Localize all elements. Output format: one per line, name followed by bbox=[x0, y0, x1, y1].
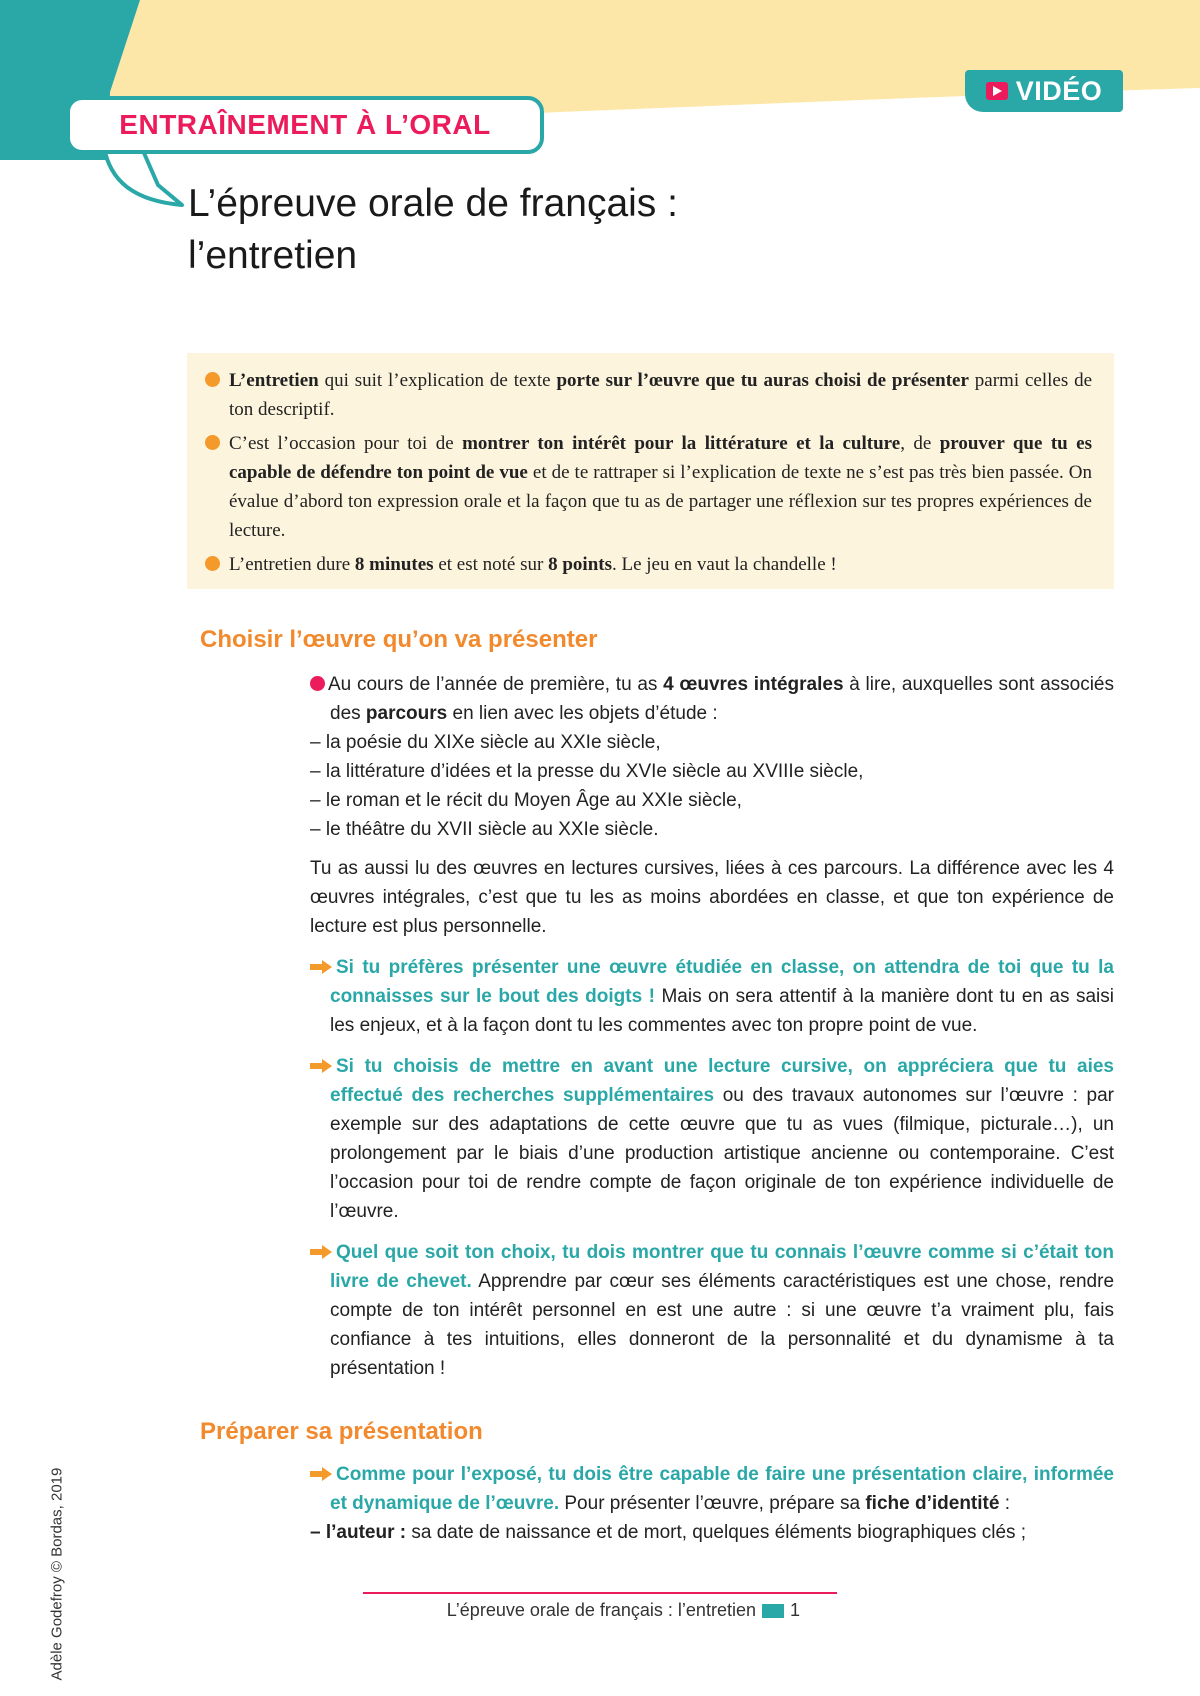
intro-p2-text: C’est l’occasion pour toi de bbox=[229, 433, 463, 454]
speech-bubble-tail bbox=[90, 145, 200, 215]
intro-p1-bold2: porte sur l’œuvre que tu auras choisi de présenter bbox=[556, 370, 969, 391]
item-bold: – l’auteur : bbox=[310, 1522, 407, 1543]
lead-bold: 4 œuvres intégrales bbox=[663, 674, 844, 695]
section-heading-prepare: Préparer sa présentation bbox=[200, 1418, 483, 1445]
arrow4-bold: Comme pour l’exposé, tu dois être capable de faire une présentation claire, informée et dynamique de l’œuvre. bbox=[330, 1464, 1114, 1514]
square-icon bbox=[762, 1604, 784, 1618]
page-title bbox=[188, 178, 888, 282]
copyright-credit bbox=[45, 1467, 69, 1690]
page-footer bbox=[420, 1600, 800, 1621]
section1-lead bbox=[310, 670, 1114, 728]
footer-divider bbox=[363, 1592, 837, 1594]
list-item bbox=[310, 1518, 1114, 1547]
intro-paragraph-1 bbox=[205, 366, 1092, 424]
item-text: sa date de naissance et de mort, quelques éléments biographiques clés ; bbox=[406, 1522, 1027, 1543]
footer-text: L’épreuve orale de français : l’entretien bbox=[446, 1600, 756, 1620]
arrow1-bold: Si tu préfères présenter une œuvre étudiée en classe, on attendra de toi que tu la connaisses sur le bout des doigts ! bbox=[330, 957, 1114, 1007]
lead-bold2: parcours bbox=[365, 703, 448, 724]
arrow3-bold: Quel que soit ton choix, tu dois montrer que tu connais l’œuvre comme si c’était ton livre de chevet. bbox=[330, 1242, 1114, 1292]
dot-icon bbox=[205, 556, 220, 571]
arrow4-bold2: fiche d’identité bbox=[865, 1493, 1000, 1514]
arrow2-text: ou des travaux autonomes sur l’œuvre : par exemple sur des adaptations de cette œuvre que tu as vues (filmique, picturale…), un prolongement par le biais d’une production artistique ancienne ou contemporaine. C’est l’occasion pour toi de rendre compte de façon originale de ton expérience individuelle de l’œuvre. bbox=[330, 1085, 1114, 1222]
intro-p3-bold: 8 minutes bbox=[354, 554, 434, 575]
title-line-2: l’entretien bbox=[188, 234, 358, 277]
dot-icon bbox=[205, 372, 220, 387]
dot-icon bbox=[310, 676, 325, 691]
intro-p2-text2: , de bbox=[900, 433, 940, 454]
intro-p1-text: qui suit l’explication de texte bbox=[318, 370, 557, 391]
intro-paragraph-2 bbox=[205, 429, 1092, 545]
arrow-paragraph-2 bbox=[310, 1052, 1114, 1226]
intro-box bbox=[187, 353, 1114, 589]
arrow-right-icon bbox=[310, 1467, 332, 1481]
arrow4-text: Pour présenter l’œuvre, prépare sa bbox=[559, 1493, 866, 1514]
arrow-paragraph-1 bbox=[310, 953, 1114, 1040]
arrow-paragraph-3 bbox=[310, 1238, 1114, 1383]
section-label: ENTRAÎNEMENT À L’ORAL bbox=[66, 96, 544, 154]
cursive-paragraph: Tu as aussi lu des œuvres en lectures cursives, liées à ces parcours. La différence avec les 4 œuvres intégrales, c’est que tu les as moins abordées en classe, et que ton expérience de lecture est plus personnelle. bbox=[310, 858, 1114, 937]
section1-body bbox=[310, 670, 1114, 1383]
arrow-paragraph-4 bbox=[310, 1460, 1114, 1518]
list-item: – le roman et le récit du Moyen Âge au XXIe siècle, bbox=[310, 790, 742, 811]
arrow3-text: Apprendre par cœur ses éléments caractéristiques est une chose, rendre compte de ton intérêt personnel en est une autre : si une œuvre t’a vraiment plu, fais confiance à tes intuitions, elles donneront de la personnalité et du dynamisme à ta présentation ! bbox=[330, 1271, 1115, 1379]
video-badge[interactable] bbox=[965, 70, 1123, 112]
video-label: VIDÉO bbox=[1015, 75, 1103, 106]
intro-p3-text2: et est noté sur bbox=[433, 554, 549, 575]
page-number: 1 bbox=[789, 1600, 800, 1620]
section2-body bbox=[310, 1460, 1114, 1547]
lead-text3: en lien avec les objets d’étude : bbox=[447, 703, 718, 724]
intro-paragraph-3 bbox=[205, 550, 1092, 579]
lead-text2: à lire, auxquelles sont associés des bbox=[330, 674, 1114, 724]
credit-text: Adèle Godefroy © Bordas, 2019 bbox=[48, 1467, 66, 1681]
arrow2-bold: Si tu choisis de mettre en avant une lecture cursive, on appréciera que tu aies effectué des recherches supplémentaires bbox=[330, 1056, 1114, 1106]
list-item: – la littérature d’idées et la presse du XVIe siècle au XVIIIe siècle, bbox=[310, 761, 864, 782]
play-icon bbox=[986, 82, 1008, 100]
intro-p3-bold2: 8 points bbox=[548, 554, 612, 575]
arrow-right-icon bbox=[310, 1059, 332, 1073]
arrow4-text2: : bbox=[999, 1493, 1010, 1514]
title-line-1: L’épreuve orale de français : bbox=[188, 182, 678, 225]
intro-p2-bold2: prouver que tu es capable de défendre ton point de vue bbox=[229, 433, 1092, 483]
intro-p3-text3: . Le jeu en vaut la chandelle ! bbox=[611, 554, 837, 575]
intro-p3-text: L’entretien dure bbox=[229, 554, 355, 575]
arrow1-text: Mais on sera attentif à la manière dont tu en as saisi les enjeux, et à la façon dont tu les commentes avec ton propre point de vue. bbox=[330, 986, 1114, 1036]
intro-p2-text3: et de te rattraper si l’explication de texte ne s’est pas très bien passée. On évalue d’abord ton expression orale et la façon que tu as de partager une réflexion sur tes propres expériences de lecture. bbox=[229, 462, 1092, 541]
list-item: – le théâtre du XVII siècle au XXIe siècle. bbox=[310, 819, 659, 840]
intro-p2-bold: montrer ton intérêt pour la littérature et la culture bbox=[462, 433, 901, 454]
arrow-right-icon bbox=[310, 960, 332, 974]
section-heading-choose: Choisir l’œuvre qu’on va présenter bbox=[200, 626, 598, 653]
arrow-right-icon bbox=[310, 1245, 332, 1259]
dot-icon bbox=[205, 435, 220, 450]
lead-text: Au cours de l’année de première, tu as bbox=[328, 674, 664, 695]
intro-p1-bold: L’entretien bbox=[229, 370, 319, 391]
intro-p1-text2: parmi celles de ton descriptif. bbox=[229, 370, 1092, 420]
list-item: – la poésie du XIXe siècle au XXIe siècle, bbox=[310, 732, 661, 753]
